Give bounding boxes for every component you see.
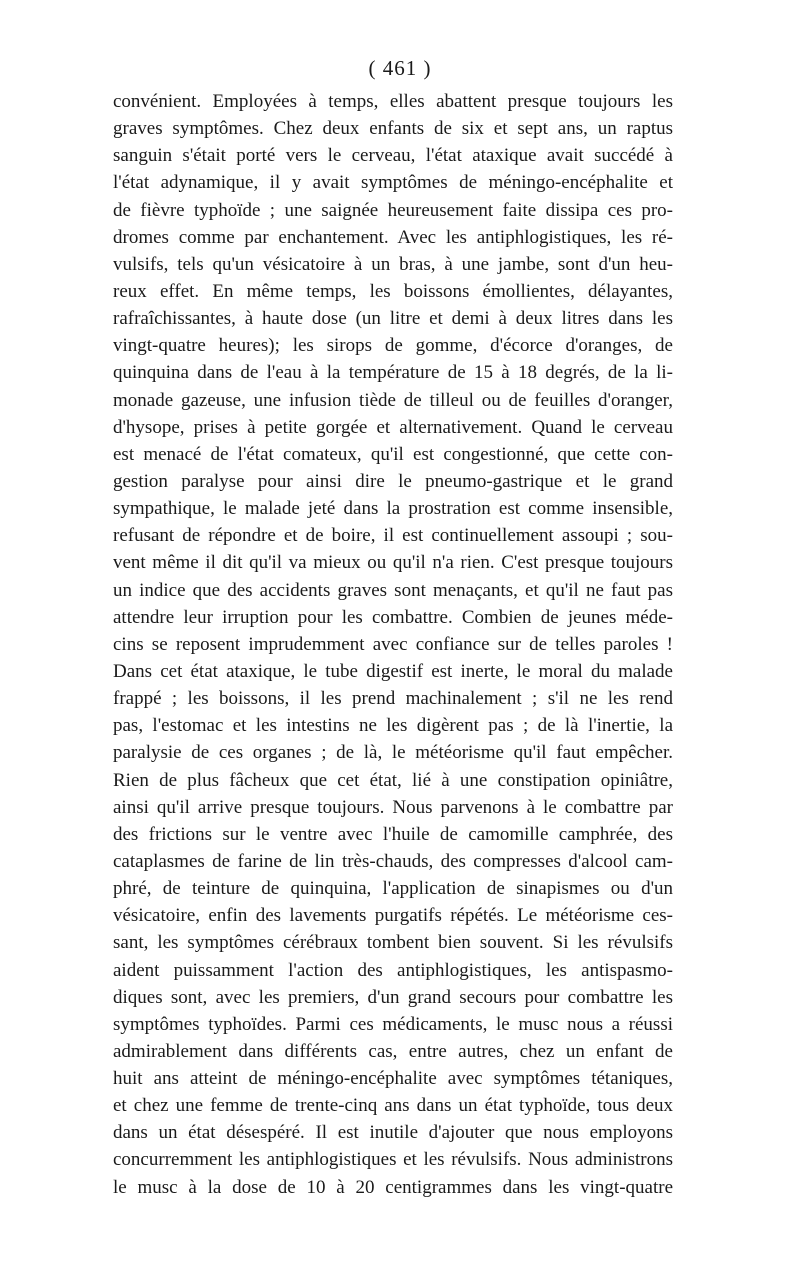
text-line: convénient. Employées à temps, elles abattent presque toujours les <box>113 91 673 112</box>
text-line: admirablement dans différents cas, entre autres, chez un enfant de <box>113 1040 673 1062</box>
text-line: gestion paralyse pour ainsi dire le pneumo-gastrique et le grand <box>113 470 673 492</box>
text-line: rafraîchissantes, à haute dose (un litre et demi à deux litres dans les <box>113 308 673 330</box>
text-line: vulsifs, tels qu'un vésicatoire à un bras, à une jambe, sont d'un heu- <box>113 253 673 275</box>
text-line: sanguin s'était porté vers le cerveau, l'état ataxique avait succédé à <box>113 145 673 167</box>
text-line: monade gazeuse, une infusion tiède de tilleul ou de feuilles d'oranger, <box>113 389 673 411</box>
text-line: sympathique, le malade jeté dans la prostration est comme insensible, <box>113 498 673 520</box>
text-line: pas, l'estomac et les intestins ne les digèrent pas ; de là l'inertie, la <box>113 715 673 737</box>
text-line: Dans cet état ataxique, le tube digestif est inerte, le moral du malade <box>113 660 673 682</box>
page-number: ( 461 ) <box>368 56 432 80</box>
text-line: quinquina dans de l'eau à la température de 15 à 18 degrés, de la li- <box>113 362 673 384</box>
text-line: est menacé de l'état comateux, qu'il est congestionné, que cette con- <box>113 443 673 465</box>
text-line: le musc à la dose de 10 à 20 centigrammes dans les vingt-quatre <box>113 1176 673 1198</box>
text-line: paralysie de ces organes ; de là, le météorisme qu'il faut empêcher. <box>113 742 673 764</box>
text-line: vent même il dit qu'il va mieux ou qu'il n'a rien. C'est presque toujours <box>113 552 673 574</box>
text-line: l'état adynamique, il y avait symptômes de méningo-encéphalite et <box>113 172 673 194</box>
body-text <box>113 88 673 1201</box>
text-line: huit ans atteint de méningo-encéphalite avec symptômes tétaniques, <box>113 1068 673 1090</box>
text-line: des frictions sur le ventre avec l'huile de camomille camphrée, des <box>113 823 673 845</box>
text-line: de fièvre typhoïde ; une saignée heureusement faite dissipa ces pro- <box>113 199 673 221</box>
text-line: diques sont, avec les premiers, d'un grand secours pour combattre les <box>113 986 673 1008</box>
text-line: et chez une femme de trente-cinq ans dans un état typhoïde, tous deux <box>113 1095 673 1117</box>
text-line: Rien de plus fâcheux que cet état, lié à une constipation opiniâtre, <box>113 769 673 791</box>
text-line: symptômes typhoïdes. Parmi ces médicaments, le musc nous a réussi <box>113 1013 673 1035</box>
text-line: un indice que des accidents graves sont menaçants, et qu'il ne faut pas <box>113 579 673 601</box>
text-line: graves symptômes. Chez deux enfants de six et sept ans, un raptus <box>113 118 673 140</box>
text-line: frappé ; les boissons, il les prend machinalement ; s'il ne les rend <box>113 688 673 710</box>
text-line: vésicatoire, enfin des lavements purgatifs répétés. Le météorisme ces- <box>113 905 673 927</box>
text-line: dans un état désespéré. Il est inutile d'ajouter que nous employons <box>113 1122 673 1144</box>
text-line: phré, de teinture de quinquina, l'application de sinapismes ou d'un <box>113 878 673 900</box>
text-line: aident puissamment l'action des antiphlogistiques, les antispasmo- <box>113 959 673 981</box>
text-line: refusant de répondre et de boire, il est continuellement assoupi ; sou- <box>113 525 673 547</box>
text-line: concurremment les antiphlogistiques et les révulsifs. Nous administrons <box>113 1149 673 1171</box>
text-line: dromes comme par enchantement. Avec les antiphlogistiques, les ré- <box>113 226 673 248</box>
text-line: d'hysope, prises à petite gorgée et alternativement. Quand le cerveau <box>113 416 673 438</box>
text-line: ainsi qu'il arrive presque toujours. Nous parvenons à le combattre par <box>113 796 673 818</box>
text-line: vingt-quatre heures); les sirops de gomme, d'écorce d'oranges, de <box>113 335 673 357</box>
text-line: attendre leur irruption pour les combattre. Combien de jeunes méde- <box>113 606 673 628</box>
text-line: reux effet. En même temps, les boissons émollientes, délayantes, <box>113 280 673 302</box>
text-line: sant, les symptômes cérébraux tombent bien souvent. Si les révulsifs <box>113 932 673 954</box>
text-line: cataplasmes de farine de lin très-chauds, des compresses d'alcool cam- <box>113 850 673 872</box>
text-line: cins se reposent imprudemment avec confiance sur de telles paroles ! <box>113 633 673 655</box>
